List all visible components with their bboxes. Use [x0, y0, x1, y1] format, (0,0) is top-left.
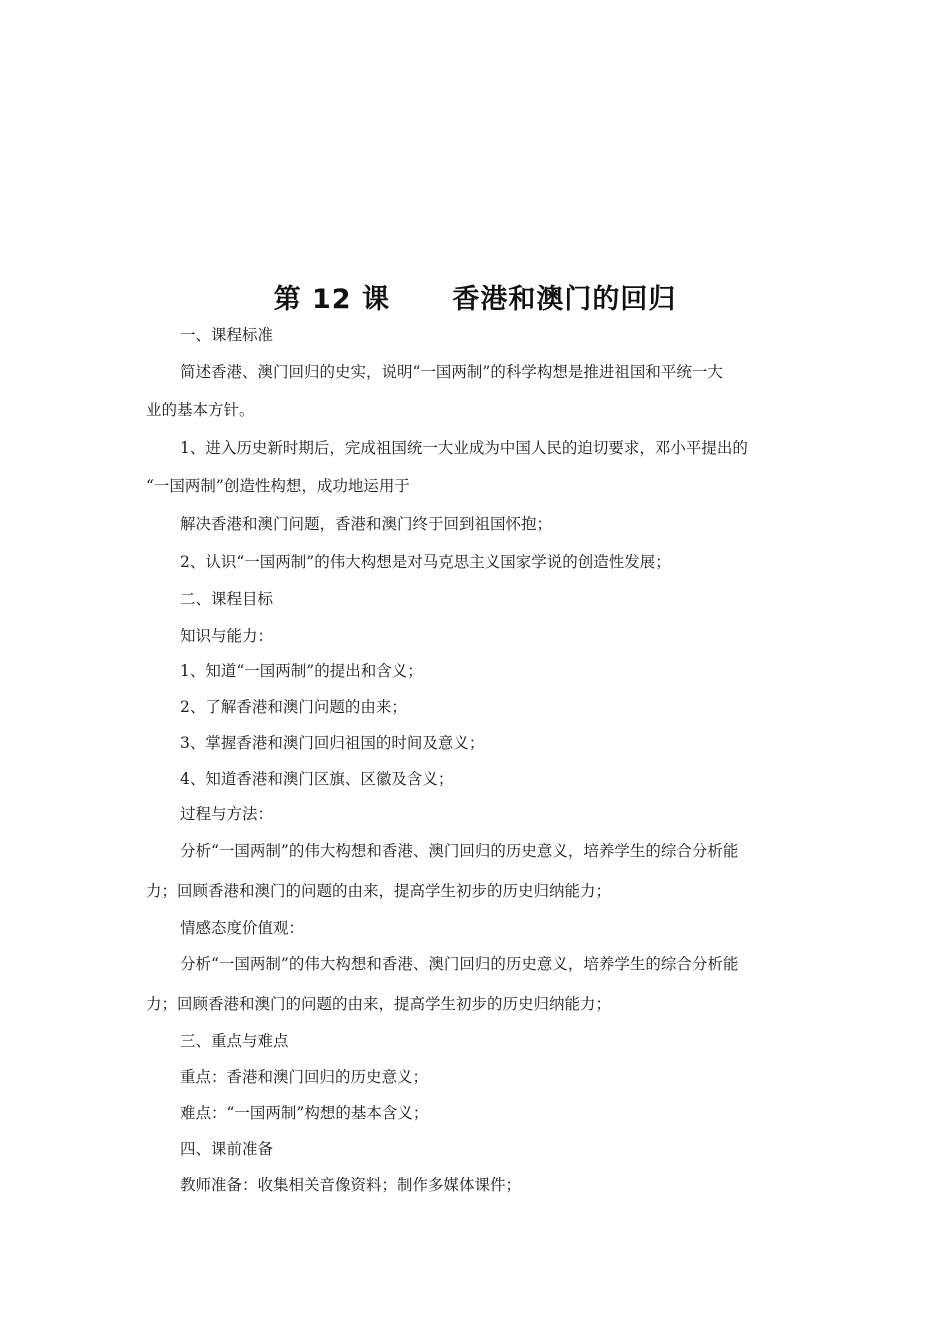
section-heading-key-points: 三、重点与难点: [180, 1032, 289, 1050]
paragraph-line: 教师准备：收集相关音像资料；制作多媒体课件；: [180, 1176, 522, 1194]
paragraph-line: 简述香港、澳门回归的史实，说明“一国两制”的科学构想是推进祖国和平统一大: [180, 363, 723, 381]
paragraph-line: 2、认识“一国两制”的伟大构想是对马克思主义国家学说的创造性发展；: [180, 553, 671, 571]
section-heading-preparation: 四、课前准备: [180, 1140, 274, 1158]
paragraph-line: 业的基本方针。: [146, 401, 255, 419]
lesson-title: 第 12 课 香港和澳门的回归: [273, 284, 677, 315]
paragraph-line: 分析“一国两制”的伟大构想和香港、澳门回归的历史意义，培养学生的综合分析能: [180, 842, 739, 860]
paragraph-line: 力；回顾香港和澳门的问题的由来，提高学生初步的历史归纳能力；: [146, 882, 612, 900]
section-heading-course-standard: 一、课程标准: [180, 326, 274, 344]
paragraph-line: 难点：“一国两制”构想的基本含义；: [180, 1104, 429, 1122]
list-item: 1、知道“一国两制”的提出和含义；: [180, 662, 423, 680]
section-heading-course-goals: 二、课程目标: [180, 590, 274, 608]
subheading-attitude: 情感态度价值观：: [180, 919, 305, 937]
list-item: 3、掌握香港和澳门回归祖国的时间及意义；: [180, 734, 485, 752]
paragraph-line: 重点：香港和澳门回归的历史意义；: [180, 1068, 429, 1086]
paragraph-line: 分析“一国两制”的伟大构想和香港、澳门回归的历史意义，培养学生的综合分析能: [180, 955, 739, 973]
list-item: 2、了解香港和澳门问题的由来；: [180, 698, 407, 716]
paragraph-line: 解决香港和澳门问题，香港和澳门终于回到祖国怀抱；: [180, 515, 553, 533]
paragraph-line: 力；回顾香港和澳门的问题的由来，提高学生初步的历史归纳能力；: [146, 995, 612, 1013]
subheading-knowledge: 知识与能力：: [180, 627, 274, 645]
paragraph-line: “一国两制”创造性构想，成功地运用于: [146, 477, 410, 495]
paragraph-line: 1、进入历史新时期后，完成祖国统一大业成为中国人民的迫切要求，邓小平提出的: [180, 439, 748, 457]
subheading-process-method: 过程与方法：: [180, 805, 274, 823]
list-item: 4、知道香港和澳门区旗、区徽及含义；: [180, 770, 454, 788]
